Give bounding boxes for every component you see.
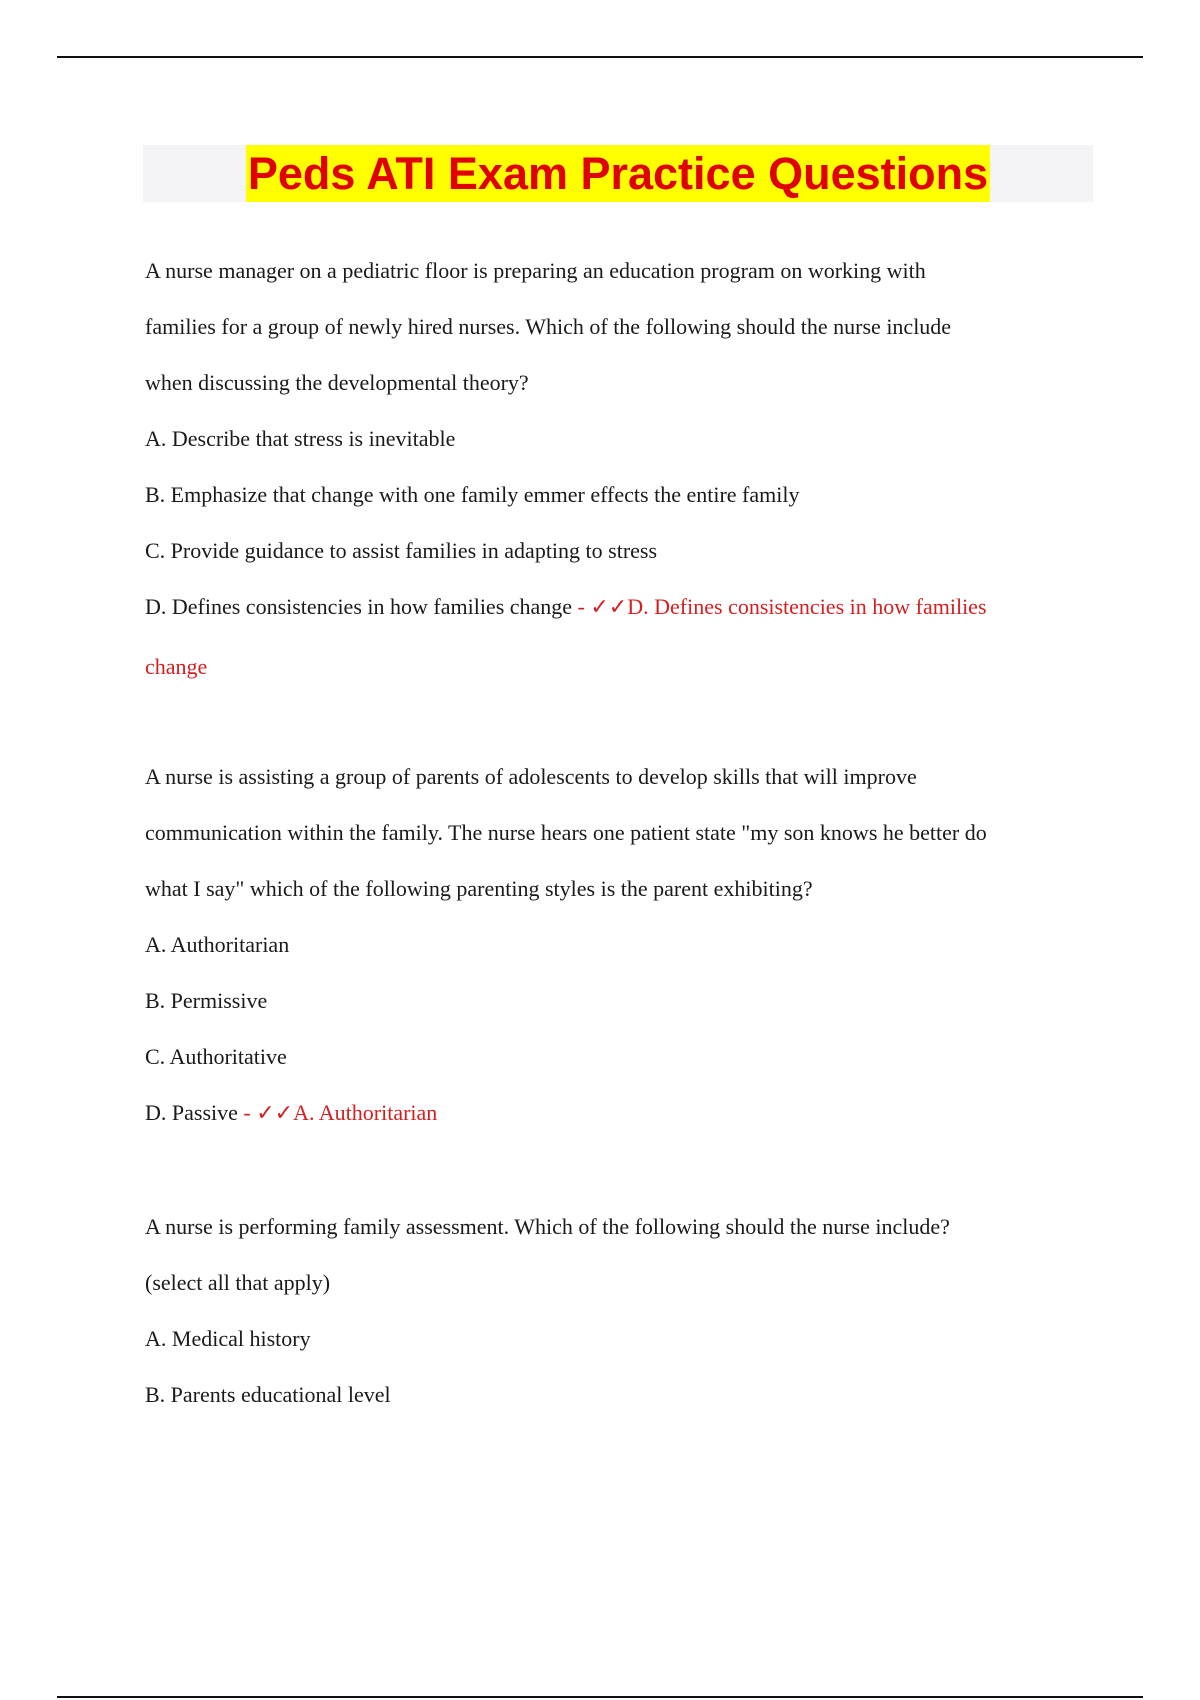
option-c: C. Provide guidance to assist families in adapting to stress	[145, 538, 658, 563]
answer-checkmarks: - ✓✓	[237, 1100, 294, 1125]
question-stem-line: communication within the family. The nurse hears one patient state "my son knows he better do	[145, 820, 987, 845]
question-2	[145, 754, 1090, 1150]
option-a: A. Authoritarian	[145, 932, 290, 957]
option-d-text: D. Passive	[145, 1100, 238, 1125]
option-c: C. Authoritative	[145, 1044, 287, 1069]
option-d-text: D. Defines consistencies in how families change	[145, 594, 573, 619]
title-band	[143, 145, 1093, 202]
page-title: Peds ATI Exam Practice Questions	[246, 145, 990, 202]
option-d	[145, 1090, 1090, 1150]
option-a: A. Medical history	[145, 1326, 311, 1351]
question-stem-line: A nurse is assisting a group of parents of adolescents to develop skills that will improve	[145, 764, 917, 789]
question-stem-line: what I say" which of the following parenting styles is the parent exhibiting?	[145, 876, 813, 901]
question-spacer	[145, 1150, 1090, 1204]
question-stem-line: when discussing the developmental theory?	[145, 370, 529, 395]
option-b: B. Permissive	[145, 988, 268, 1013]
answer-text: D. Defines consistencies in how families	[627, 594, 987, 619]
question-3	[145, 1204, 1090, 1428]
answer-checkmarks: - ✓✓	[572, 594, 628, 619]
question-1	[145, 248, 1090, 700]
top-rule	[57, 56, 1143, 58]
question-stem-line: A nurse manager on a pediatric floor is preparing an education program on working with	[145, 258, 926, 283]
question-stem-line: A nurse is performing family assessment. Which of the following should the nurse include?	[145, 1214, 950, 1239]
option-d	[145, 584, 1090, 644]
bottom-rule	[57, 1696, 1143, 1698]
question-stem-line: families for a group of newly hired nurses. Which of the following should the nurse include	[145, 314, 952, 339]
document-body	[145, 248, 1090, 1428]
option-b: B. Parents educational level	[145, 1382, 391, 1407]
option-b: B. Emphasize that change with one family emmer effects the entire family	[145, 482, 800, 507]
option-a: A. Describe that stress is inevitable	[145, 426, 456, 451]
answer-text-continued: change	[145, 654, 208, 679]
answer-text: A. Authoritarian	[293, 1100, 438, 1125]
question-spacer	[145, 700, 1090, 754]
question-stem-line: (select all that apply)	[145, 1270, 331, 1295]
